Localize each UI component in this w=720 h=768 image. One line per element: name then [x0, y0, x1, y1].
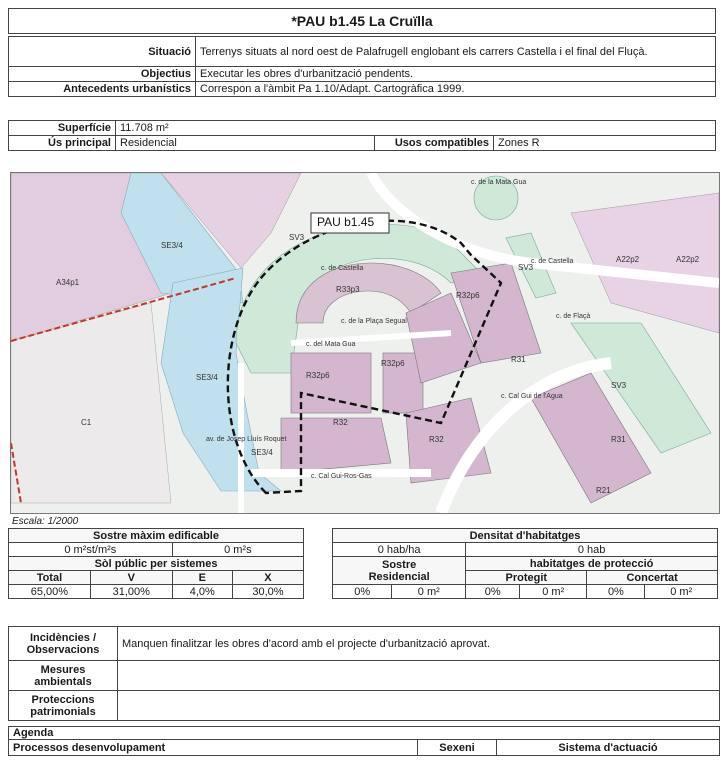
street-label: c. de la Plaça Segual	[341, 318, 407, 325]
zone-r32p6-b: R32p6	[381, 359, 405, 368]
sostre-table	[8, 528, 304, 599]
sostre-header: Sostre màxim edificable	[9, 529, 304, 543]
zone-r32p6-c: R32p6	[306, 371, 330, 380]
pau-label: PAU b1.45	[317, 215, 375, 229]
densitat-header: Densitat d'habitatges	[333, 529, 718, 543]
sol-col-x: X	[232, 571, 303, 585]
zone-r21: R21	[596, 486, 611, 495]
mesures-value	[118, 661, 720, 691]
urban-plan-map	[10, 172, 720, 514]
superficie-value: 11.708 m²	[116, 121, 716, 136]
res-pct: 0%	[333, 585, 392, 599]
agenda-table	[8, 726, 720, 756]
concertat-header: Concertat	[587, 571, 718, 585]
densitat-ha: 0 hab/ha	[333, 543, 466, 557]
map-scale: Escala: 1/2000	[12, 516, 79, 527]
usos-compatibles-label: Usos compatibles	[375, 136, 494, 151]
antecedents-label: Antecedents urbanístics	[9, 82, 196, 97]
sol-col-v: V	[90, 571, 172, 585]
protegit-m2: 0 m²	[520, 585, 587, 599]
street-label: c. Cal Gui-Ros-Gas	[311, 473, 372, 480]
street-label: c. de Castella	[531, 258, 574, 265]
objectius-value: Executar les obres d'urbanització pendents.	[196, 67, 716, 82]
sexeni-header: Sexeni	[418, 740, 497, 756]
sol-val-x: 30,0%	[232, 585, 303, 599]
res-m2: 0 m²	[392, 585, 466, 599]
observations-table	[8, 626, 720, 721]
zone-r32p6-a: R32p6	[456, 291, 480, 300]
superficie-label: Superfície	[9, 121, 116, 136]
sol-val-v: 31,00%	[90, 585, 172, 599]
concertat-m2: 0 m²	[645, 585, 718, 599]
zone-se34-top: SE3/4	[161, 241, 183, 250]
street-label: av. de Josep Lluís Roquet	[206, 436, 287, 443]
title-table	[8, 8, 716, 34]
sol-val-e: 4,0%	[172, 585, 232, 599]
sistema-header: Sistema d'actuació	[497, 740, 720, 756]
page-title: *PAU b1.45 La Cruïlla	[9, 9, 716, 34]
zone-sv3-top: SV3	[289, 233, 305, 242]
surface-table	[8, 120, 716, 151]
densitat-table	[332, 528, 718, 599]
zone-a22p2-b: A22p2	[676, 255, 700, 264]
mesures-label: Mesures ambientals	[9, 661, 118, 691]
densitat-hab: 0 hab	[466, 543, 718, 557]
sol-col-e: E	[172, 571, 232, 585]
zone-a22p2-a: A22p2	[616, 255, 640, 264]
street-label: c. de Flaçà	[556, 313, 591, 320]
zone-r32-a: R32	[333, 418, 348, 427]
sostre-residencial-header: Sostre Residencial	[333, 557, 466, 585]
incidencies-value: Manquen finalitzar les obres d'acord amb el projecte d'urbanització aprovat.	[118, 627, 720, 661]
antecedents-value: Correspon a l'àmbit Pa 1.10/Adapt. Cartogràfica 1999.	[196, 82, 716, 97]
sol-val-total: 65,00%	[9, 585, 91, 599]
protegit-header: Protegit	[466, 571, 587, 585]
street-label: c. Cal Gui de l'Agua	[501, 393, 563, 400]
agenda-label: Agenda	[9, 727, 720, 740]
sostre-index: 0 m²st/m²s	[9, 543, 173, 557]
proteccions-value	[118, 691, 720, 721]
situacio-label: Situació	[9, 37, 196, 67]
processos-header: Processos desenvolupament	[9, 740, 418, 756]
street-label: c. del Mata Gua	[306, 341, 356, 348]
usos-compatibles-value: Zones R	[494, 136, 716, 151]
street-label: c. de Castella	[321, 265, 364, 272]
zone-sv3-small: SV3	[518, 263, 534, 272]
zone-a34p1: A34p1	[56, 278, 80, 287]
us-principal-label: Ús principal	[9, 136, 116, 151]
street-label: c. de la Mata Gua	[471, 179, 527, 186]
proteccions-label: Proteccions patrimonials	[9, 691, 118, 721]
info-table	[8, 36, 716, 97]
zone-se34-low: SE3/4	[251, 448, 273, 457]
objectius-label: Objectius	[9, 67, 196, 82]
zone-r32-b: R32	[429, 435, 444, 444]
sol-col-total: Total	[9, 571, 91, 585]
zone-se34-mid: SE3/4	[196, 373, 218, 382]
concertat-pct: 0%	[587, 585, 645, 599]
sol-public-header: Sòl públic per sistemes	[9, 557, 304, 571]
zone-sv3-right: SV3	[611, 381, 627, 390]
situacio-value: Terrenys situats al nord oest de Palafrugell englobant els carrers Castella i el final del Fluçà.	[196, 37, 716, 67]
protegit-pct: 0%	[466, 585, 520, 599]
habitatges-proteccio-header: habitatges de protecció	[466, 557, 718, 571]
zone-c1: C1	[81, 418, 92, 427]
incidencies-label: Incidències / Observacions	[9, 627, 118, 661]
zone-r31-a: R31	[511, 355, 526, 364]
zone-r33p3: R33p3	[336, 285, 360, 294]
us-principal-value: Residencial	[116, 136, 375, 151]
sostre-total: 0 m²s	[172, 543, 303, 557]
zone-r31-b: R31	[611, 435, 626, 444]
